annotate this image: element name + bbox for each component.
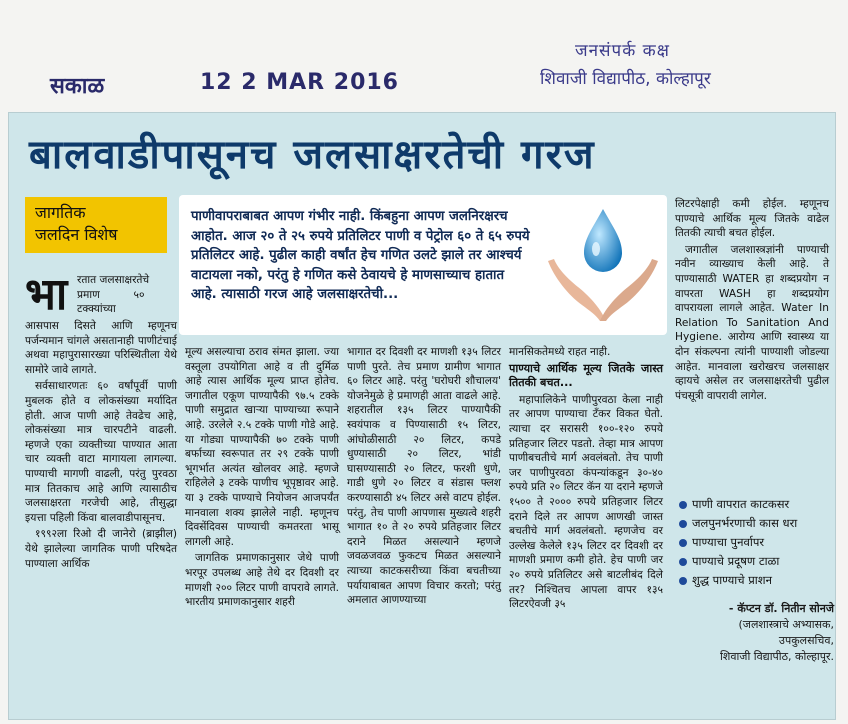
col3-paragraph-1: भागात दर दिवशी दर माणशी १३५ लिटर पाणी पुरते. तेच प्रमाण ग्रामीण भागात ६० लिटर आहे. परंतु 'घरोघरी शौचालय' योजनेमुळे हे प्रमाणही आता वाढले आहे. शहरातील १३५ लिटर पाण्यापैकी स्वयंपाक व पिण्यासाठी १५ लिटर, आंघोळीसाठी २० लिटर, कपडे धुण्यासाठी २० लिटर, भांडी घासण्यासाठी २० लिटर, फरशी धुणे, गाडी धुणे २० लिटर व संडास फ्लश करण्यासाठी ४५ लिटर असे वाटप होईल. परंतु, तेच पाणी आपणास मुख्यत्वे शहरी भागात १० ते २० रुपये प्रतिहजार लिटर दराने मिळत असल्याने म्हणजे जवळजवळ फुकटच मिळत असल्याने त्याच्या काटकसरीच्या किंवा बचतीच्या पर्यायाबाबत आपण विचार करतो; परंतु अमलात आणण्याच्या [347, 346, 501, 607]
col1-intro [77, 273, 177, 317]
col5-paragraph-2: जगातील जलशास्त्रज्ञांनी पाण्याची नवीन व्याख्याच केली आहे. ते पाण्यासाठी WATER हा शब्दप्रयोग न वापरता WASH हा शब्दप्रयोग वापरायला लागले आहेत. Water In Relation To Sanitation And Hygiene. आरोग्य आणि स्वास्थ्य या दोन संकल्पना त्यांनी पाण्याशी जोडल्या आहेत. मानवाला खरोखरच जलसाक्षर व्हायचे असेल तर जलसाक्षरतेची पुढील पंचसूत्री वापरावी लागेल. [675, 243, 829, 402]
column-4 [509, 345, 663, 614]
author-byline [674, 601, 834, 665]
callout-box [179, 195, 667, 335]
author-role-1: (जलशास्त्राचे अभ्यासक, [738, 618, 834, 631]
newspaper-name: सकाळ [50, 74, 105, 99]
bullet-icon [679, 558, 687, 566]
col1-intro-line-d: टक्क्यांच्या [77, 303, 116, 316]
newspaper-clipping [8, 112, 836, 720]
list-item [679, 514, 829, 533]
bullet-icon [679, 577, 687, 585]
kicker-line-1: जागतिक [35, 203, 86, 222]
university-stamp: शिवाजी विद्यापीठ, कोल्हापूर [540, 69, 711, 89]
date-stamp: 12 2 MAR 2016 [200, 70, 399, 95]
list-item-text: शुद्ध पाण्याचे प्राशन [692, 573, 772, 587]
list-item [679, 552, 829, 571]
column-5 [675, 197, 829, 405]
bullet-icon [679, 501, 687, 509]
column-3 [347, 345, 501, 610]
author-role-2: उपकुलसचिव, [778, 634, 834, 647]
list-item [679, 495, 829, 514]
water-literacy-list [679, 495, 829, 590]
col4-paragraph-1: महापालिकेने पाणीपुरवठा केला नाही तर आपण पाण्याचा टँकर विकत घेतो. त्याचा दर सरासरी १००-१२० रुपये प्रतिहजार लिटर पडतो. तेव्हा मात्र आपण पाणीबचतीचे मार्ग अवलंबतो. तेच पाणी जर पाणीपुरवठा कंपन्यांकडून ३०-४० रुपये प्रति २० लिटर कॅन या दराने म्हणजे १५०० ते २००० रुपये प्रतिहजार लिटर दराने दिले तर आपण आणखी जास्त बचतीचे मार्ग अवलंबतो. म्हणजेच वर उल्लेख केलेले १३५ लिटर दर दिवशी दर माणशी प्रमाण कमी होते. हेच पाणी जर २० रुपये प्रतिलिटर असे बाटलीबंद दिले तर? निश्चितच आपला वापर १३५ लिटरऐवजी ३५ [509, 393, 663, 611]
bullet-icon [679, 520, 687, 528]
col2-paragraph-2: जागतिक प्रमाणकानुसार जेथे पाणी भरपूर उपलब्ध आहे तेथे दर दिवशी दर माणशी २०० लिटर पाणी वापरावे लागते. भारतीय प्रमाणकानुसार शहरी [185, 552, 339, 609]
col4-paragraph-0: मानसिकतेमध्ये राहत नाही. [509, 346, 611, 358]
list-item-text: जलपुनर्भरणाची कास धरा [692, 516, 798, 530]
col1-paragraph-1: आसपास दिसते आणि म्हणूनच पर्जन्यमान चांगले असतानाही पाणीटंचाई अथवा महापुरासारख्या परिस्थितीला येथे सामोरे जावे लागते. [25, 320, 177, 376]
list-item [679, 571, 829, 590]
list-item-text: पाणी वापरात काटकसर [692, 497, 790, 511]
col1-intro-word-b: प्रमाण [77, 288, 100, 301]
column-2 [185, 345, 339, 612]
col5-paragraph-1: लिटरपेक्षाही कमी होईल. म्हणूनच पाण्याचे आर्थिक मूल्य जितके वाढेल तितकी त्याची बचत होईल. [675, 198, 829, 240]
col1-intro-line-b [77, 288, 177, 303]
list-item-text: पाण्याचा पुनर्वापर [692, 535, 765, 549]
kicker-line-2: जलदिन विशेष [35, 225, 118, 244]
column-1 [25, 319, 177, 573]
col4-subheading: पाण्याचे आर्थिक मूल्य जितके जास्त तितकी बचत... [509, 361, 663, 390]
col1-paragraph-3: १९९२ला रिओ दी जानेरो (ब्राझील) येथे झालेल्या जागतिक पाणी परिषदेत पाण्याला आर्थिक [25, 528, 177, 570]
col2-paragraph-1: मूल्य असल्याचा ठराव संमत झाला. ज्या वस्तूला उपयोगिता आहे व ती दुर्मिळ आहे त्यास आर्थिक मूल्य प्राप्त होतेच. जगातील एकूण पाण्यापैकी ९७.५ टक्के पाणी समुद्रात खाऱ्या पाण्याच्या रूपाने आहे. उरलेले २.५ टक्के पाणी गोडे आहे. या गोड्या पाण्यापैकी ७० टक्के पाणी बर्फाच्या स्वरूपात तर २९ टक्के पाणी भूगर्भात अत्यंत खोलवर आहे. म्हणजे राहिलेले ३ टक्के पाणीच भूपृष्ठावर आहे. या ३ टक्के पाण्याचे नियोजन आजपर्यंत मानवाला शक्य झालेले नाही. म्हणूनच दिवसेंदिवस पाण्याची कमतरता भासू लागली आहे. [185, 346, 339, 548]
col1-intro-word-c: ५० [133, 288, 145, 301]
section-kicker [25, 197, 167, 253]
author-affiliation: शिवाजी विद्यापीठ, कोल्हापूर. [720, 650, 834, 663]
drop-cap: भा [25, 269, 68, 320]
bullet-icon [679, 539, 687, 547]
water-drop-hands-icon [544, 203, 662, 327]
office-stamp: जनसंपर्क कक्ष [575, 41, 670, 61]
list-item [679, 533, 829, 552]
col1-paragraph-2: सर्वसाधारणतः ६० वर्षांपूर्वी पाणी मुबलक होते व लोकसंख्या मर्यादित होती. आज पाणी आहे तेवढेच आहे, लोकसंख्या मात्र चारपटीने वाढली. म्हणजे एका व्यक्तीच्या पाण्यात आता चार व्यक्ती वाटा मागायला लागल्या. पाण्याची मागणी वाढली, परंतु पुरवठा मात्र तितकाच आहे आणि त्यासाठीच जलसाक्षरता गरजेची आहे, तीसुद्धा इयत्ता पहिली किंवा बालवाडीपासूनच. [25, 380, 177, 524]
col1-intro-line-a: रतात जलसाक्षरतेचे [77, 274, 150, 286]
callout-text: पाणीवापराबाबत आपण गंभीर नाही. किंबहुना आपण जलनिरक्षरच आहोत. आज २० ते २५ रुपये प्रतिलिटर पाणी व पेट्रोल ६० ते ६५ रुपये प्रतिलिटर आहे. पुढील काही वर्षांत हेच गणित उलटे झाले तर आश्चर्य वाटायला नको, परंतु हे गणित कसे ठेवायचे हे माणसाच्याच हातात आहे. त्यासाठी गरज आहे जलसाक्षरतेची... [191, 209, 530, 302]
headline: बालवाडीपासूनच जलसाक्षरतेची गरज [29, 132, 596, 178]
author-name: - कॅप्टन डॉ. नितीन सोनजे [728, 602, 834, 615]
list-item-text: पाण्याचे प्रदूषण टाळा [692, 554, 780, 568]
